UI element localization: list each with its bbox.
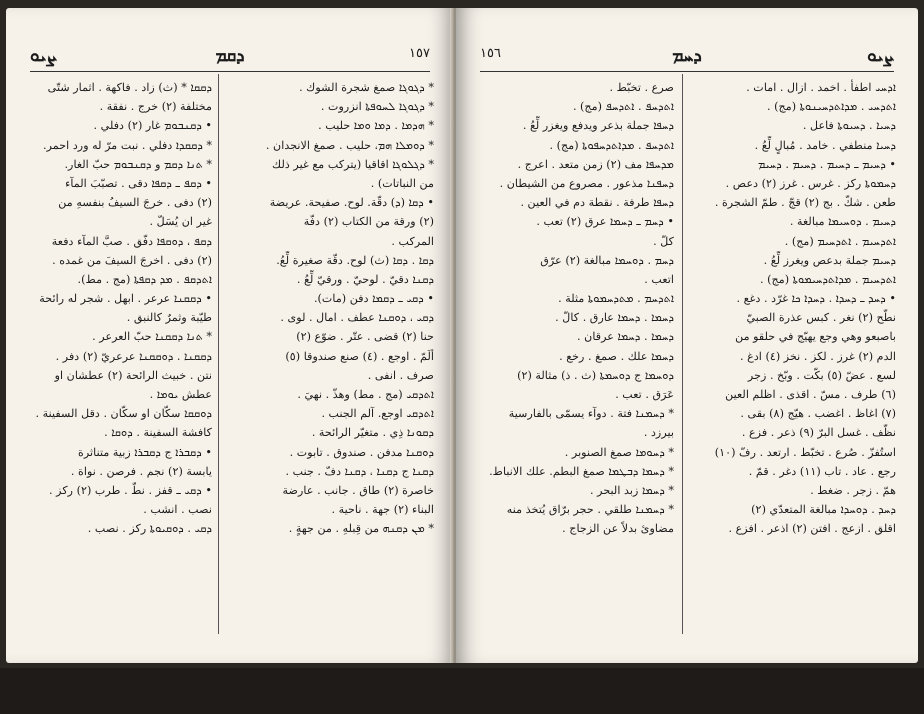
dictionary-line: ܐܬܕܚܦ . ܐܬܕܚܦ (مج) . xyxy=(572,100,674,114)
scan-background xyxy=(0,668,924,714)
left-page xyxy=(6,8,454,663)
dictionary-line: رجع . عاد . تاب (١١) دغر . قمّ . xyxy=(748,464,896,478)
dictionary-line: * ܕܓܘܓܐ ܠܚܘܦܬܐ انزروت . xyxy=(320,100,434,114)
page-number: ١٥٦ xyxy=(480,46,501,61)
dictionary-line: ألَمّ . اوجع . (٤) صنع صندوقا (٥) xyxy=(285,349,434,363)
dictionary-line: من النباتات) . xyxy=(370,176,434,190)
dictionary-line: ܕܩܢܐ دقيّ . لوحيّ . ورقيّ لِّعُ . xyxy=(296,272,434,286)
text-column-inner xyxy=(224,78,434,539)
dictionary-line: • ܕܩܢܒܘܡ غار (٢) دفلي . xyxy=(93,119,212,133)
dictionary-line: نظّف . غسل البرّ (٩) ذعر . فزع . xyxy=(741,426,896,440)
dictionary-line: لسع . عضّ (٥) بكّت . وبّخ . زجر xyxy=(747,368,896,382)
dictionary-line: ܐܬܕܩܦ . ܡܕ ܕܩܦܬܐ (مج . مط). xyxy=(77,272,212,286)
dictionary-line: * ܕܓܠܘܓܐ اقاقيا (يتركب مع غير ذلك xyxy=(272,157,434,171)
dictionary-line: (٢) ورقة من الكتاب (٢) دفّة xyxy=(303,215,434,229)
dictionary-line: البناء (٢) جهة . ناحية . xyxy=(331,503,434,517)
dictionary-line: ܐܬܕܚܡ . ܡܬܕܚܡܘܬܐ مثلة . xyxy=(558,292,674,306)
column-divider xyxy=(682,74,683,634)
dictionary-line: * ܬܢܐ ܕܩܩܢܐ حبّ العرعر . xyxy=(92,330,212,344)
dictionary-line: ܕܚܦܐ طرفة . نقطة دم في العين . xyxy=(520,196,674,210)
dictionary-line: (٧) اغاظ . اغضب . هيّج (٨) بقى . xyxy=(740,407,896,421)
dictionary-line: * ܕܚܡܢܐ طلقي . حجر برّاق يُتخذ منه xyxy=(506,503,674,517)
dictionary-line: باصبعو وهي وجع يهيّج في حلقو من xyxy=(735,330,896,344)
left-page-header xyxy=(30,46,430,68)
dictionary-line: همّ . زجر . ضغط . xyxy=(810,483,896,497)
dictionary-line: يابسة (٢) نجم . فرصن . نواة . xyxy=(70,464,212,478)
page-number: ١٥٧ xyxy=(409,46,430,61)
dictionary-line: • ܕܩܝ ـ قفز . نطّ . طرب (٢) ركز . xyxy=(49,483,212,497)
dictionary-line: ܕܚܝܡ جملة بدعص ويغرز لِّعُ . xyxy=(763,253,896,267)
dictionary-line: ܐܬܕܩܝ (مج . مط) وهذّ . نهيَ . xyxy=(297,388,434,401)
dictionary-line: ܕܚܦܐ جملة بذعر ويدفع ويغزر لِّعُ . xyxy=(522,119,674,133)
dictionary-line: اتعب . xyxy=(644,272,674,286)
text-column-outer xyxy=(30,78,212,539)
dictionary-line: ܕܚܡܘܬܐ ركز . غرس . غرز (٢) دعص . xyxy=(725,176,896,190)
dictionary-line: • ܕܚܝܡ ـ ܕܚܝܡ . ܕܚܝܡ . ܕܚܝܡ xyxy=(758,157,896,171)
dictionary-line: (٢) دفى . خرجَ السيفُ بنفسهِ من xyxy=(58,196,212,210)
dictionary-line: استُفزّ . صُرع . تخبّط . ارتعد . رفّ (١٠) xyxy=(714,445,896,459)
dictionary-line: كافشة السفينة . ܕܘܩܐ . xyxy=(104,426,212,440)
dictionary-line: عَرَق . تعب . xyxy=(615,388,674,401)
dictionary-line: ܕܚܡܐ علك . صمغ . رخع . xyxy=(559,349,674,363)
text-column-outer xyxy=(690,78,896,539)
dictionary-line: ܕܚܡ . ܕܘܚܡܐ مبالغة (٢) عرّق xyxy=(540,253,674,267)
dictionary-line: صرع . تخبّط . xyxy=(609,81,674,94)
dictionary-line: ܕܚܕ . ܕܘܚܕܐ مبالغة المتعدّي (٢) xyxy=(751,503,896,517)
dictionary-line: ܡܕܚܦܐ مف (٢) زمن متعد . اعرج . xyxy=(517,157,674,171)
dictionary-line: * ܕܚܡܢܐ فتة . دوآء يسمّى بالفارسية xyxy=(508,407,674,421)
dictionary-line: حنا (٢) قضى . عتّر . ضوّع (٢) xyxy=(296,330,434,344)
dictionary-line: * ܕܚܡܐ زبد البحر . xyxy=(590,483,674,497)
dictionary-line: بيرزد . xyxy=(643,426,674,440)
dictionary-line: • ܕܩܐ (ܕ) دقّة. لوح. صفيحة. عريضة xyxy=(269,196,434,210)
dictionary-line: • ܕܩܝ ـ ܕܩܡܐ دفن (مات). xyxy=(313,292,434,306)
dictionary-line: ܕܚܝܐ . ܕܚܝܘܬܐ فاعل . xyxy=(802,119,896,133)
dictionary-line: ܕܚܝܐ منطفي . خامد . مُبالٍ لِّعُ . xyxy=(754,138,896,152)
dictionary-line: * ܕܓܘܓܐ صمغ شجرة الشوك . xyxy=(299,81,434,94)
dictionary-line: ܐܬܕܚܝ . ܡܕܐܬܕܚܝܢܘܬܐ (مج) . xyxy=(767,100,896,114)
right-page xyxy=(456,8,918,663)
dictionary-line: ܕܩܘܢܐ ذِي . متغيّر الرائحة . xyxy=(311,426,434,440)
right-page-header xyxy=(480,46,894,68)
dictionary-line: الدم (٢) غرز . لكز . نخز (٤) ادغ . xyxy=(740,349,896,363)
dictionary-line: ܕܩܦ ، ܕܘܩܦܐ دفّق . صبَّ المآء دفعة xyxy=(51,234,212,248)
dictionary-line: • ܕܩܒܪܐ ج ܕܩܒܪܐ زبية متناثرة xyxy=(78,445,212,459)
dictionary-line: * ܕܘܡܠܐ ܗܡ، حليب . صمغ الانجدان . xyxy=(265,138,434,152)
dictionary-line: المركب . xyxy=(391,234,434,248)
dictionary-line: ܕܩܝ . ܕܘܩܝܘܬܐ ركز . نصب . xyxy=(87,522,212,536)
dictionary-line: ܕܩܝ ، ܕܘܩܢܐ عطف . امال . لوى . xyxy=(280,311,434,325)
dictionary-line: طعن . شكّ . بج (٢) قجّ . طمّ الشجرة . xyxy=(714,196,896,210)
dictionary-line: اقلق . ازعج . افتن (٢) اذعر . افزع . xyxy=(728,522,896,536)
dictionary-line: ܕܘܚܡܐ ج ܕܘܚܡܬܐ (ث . ذ) مثالة (٢) xyxy=(517,368,674,382)
dictionary-line: ܐܕܚܝ اطفأ . اخمد . ازال . امات . xyxy=(746,81,896,94)
headword-title: ܕܚܡ xyxy=(672,46,702,66)
dictionary-line: ܐܬܕܩܝ اوجع. آلم الجنب . xyxy=(321,407,434,421)
dictionary-line: * ܡܢ ܕܩܢܗ من قِبلهِ . من جهةٍ . xyxy=(288,522,434,536)
dictionary-line: ܕܩܢܐ ج ܕܩܢܐ ، ܕܩܢܐ دفّ . جنب . xyxy=(285,464,434,478)
dictionary-line: ܕܚܦܢܐ مذعور . مصروع من الشيطان . xyxy=(499,176,674,190)
dictionary-line: ܕܚܡܐ . ܕܚܡܐ عرقان . xyxy=(577,330,674,344)
dictionary-line: ܕܩܐ . ܕܩܐ (ث) لوح. دقّة صغيرة لِّعُ. xyxy=(276,253,434,267)
dictionary-line: كلّ . xyxy=(653,234,674,248)
dictionary-line: * ܕܩܩܕܐ دفلي . نبت مرّ له ورد احمر. xyxy=(43,138,212,152)
running-word: ܨܝܘ xyxy=(867,46,894,66)
dictionary-line: (٢) دفى . اخرجَ السيفَ من غمده . xyxy=(52,253,212,267)
dictionary-line: مختلفة (٢) خرج . نفقة . xyxy=(99,100,212,114)
dictionary-line: غير ان يُسَلّ . xyxy=(149,215,212,229)
dictionary-line: نطّح (٢) نغر . كبس عذرة الصبيّ xyxy=(746,311,896,325)
dictionary-line: ܕܚܝܡ . ܕܘܚܝܡܐ مبالغة . xyxy=(789,215,896,229)
header-rule xyxy=(480,71,894,72)
dictionary-line: ܕܩܩܢܐ . ܕܘܩܩܢܐ عرعريّ (٢) دفر . xyxy=(55,349,212,363)
dictionary-line: * ܗܕܡܐ . ܕܡܐ ܘܡܐ حليب . xyxy=(318,119,434,133)
dictionary-line: * ܕܚܘܡܐ صمغ الصنوبر . xyxy=(564,445,674,459)
dictionary-line: * ܕܚܡܐ ܕܒܛܡܐ صمغ البطم. علك الانباط. xyxy=(489,464,674,478)
dictionary-line: صرف . انفى . xyxy=(367,368,434,382)
dictionary-line: * ܬܢܐ ܕܩܡ و ܕܩܢܒܘܡ حبّ الغار. xyxy=(64,157,212,171)
dictionary-line: خاصرة (٢) طاق . جانب . عارضة xyxy=(282,483,434,497)
dictionary-line: • ܕܚܡ ـ ܕܚܡܐ عرق (٢) تعب . xyxy=(536,215,674,229)
dictionary-line: ܐܬܕܚܝܡ . ܐܬܕܚܝܡ (مج) . xyxy=(784,234,896,248)
dictionary-line: ܐܬܕܚܦ . ܡܕܐܬܕܚܦܘܬܐ (مج) . xyxy=(549,138,674,152)
dictionary-line: • ܕܚܕ ـ ܕܚܕܐ . ܕܚܕܐ ܟܐ غرّد . دغع . xyxy=(736,292,896,306)
dictionary-line: • ܕܩܦ ـ ܕܩܦܐ دقى . تصبّبَ المآء xyxy=(65,176,212,190)
dictionary-line: ܕܘܩܢܐ مدفن . صندوق . تابوت . xyxy=(289,445,434,459)
running-word: ܨܝܘ xyxy=(30,46,57,66)
dictionary-line: ܕܚܡܐ . ܕܚܡܐ عارق . كالّ . xyxy=(555,311,674,325)
dictionary-line: • ܕܩܩܢܐ عرعر . ابهل . شجر له رائحة xyxy=(39,292,212,306)
dictionary-line: نتن . خبيث الرائحة (٢) عطشان او xyxy=(54,368,212,382)
dictionary-line: نصب . انشب . xyxy=(143,503,212,517)
dictionary-line: طيّبة وثمرٌ كالنبق . xyxy=(126,311,212,325)
headword-title: ܕܩܡ xyxy=(215,46,245,66)
dictionary-line: ܕܘܩܩܐ سكّان او سكّان . دقل السفينة . xyxy=(35,407,212,421)
dictionary-line: مضاوئ بدلاً عن الزجاج . xyxy=(562,522,674,536)
dictionary-line: (٦) طرف . مسّ . اقذى . اظلم العين xyxy=(725,388,896,401)
dictionary-line: ܕܩܩܐ * (ث) زاد . فاكهة . اثمار شتّى xyxy=(47,81,212,94)
text-column-inner xyxy=(484,78,674,539)
dictionary-line: ܐܬܕܚܝܡ . ܡܕܐܬܕܚܝܡܘܬܐ (مج) . xyxy=(760,272,896,286)
column-divider xyxy=(218,74,219,634)
header-rule xyxy=(30,71,430,72)
dictionary-line: عطش ܝܘܡܐ . xyxy=(149,388,212,401)
